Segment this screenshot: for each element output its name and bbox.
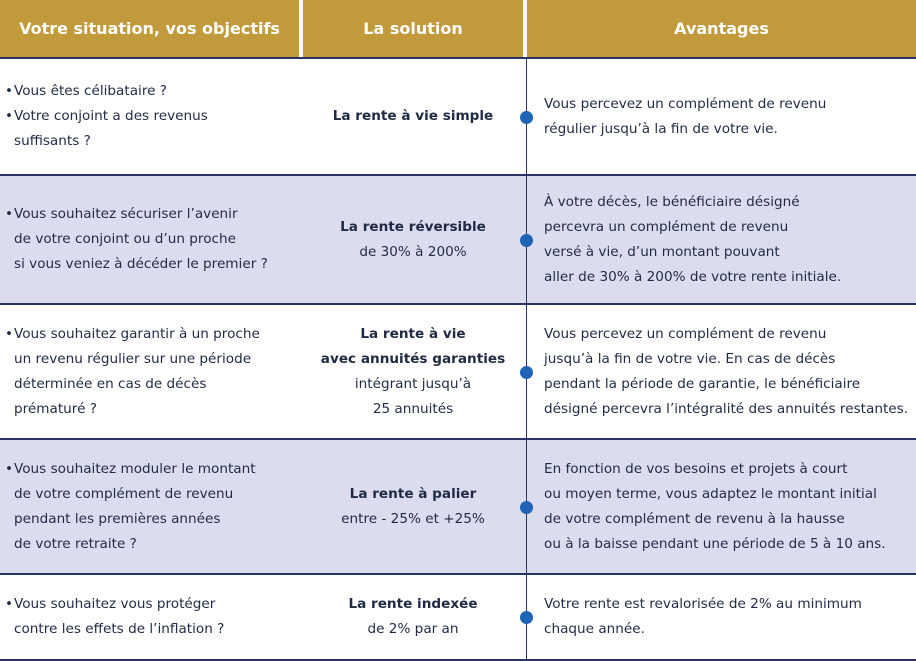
advantages-cell [532, 440, 916, 573]
bullet-icon: • [5, 596, 14, 612]
bullet-icon: • [5, 206, 14, 222]
situation-text: Votre conjoint a des revenus [14, 108, 208, 124]
bullet-icon: • [5, 325, 14, 342]
bullet-dot-icon [520, 111, 533, 124]
header-situation: Votre situation, vos objectifs [19, 19, 280, 38]
solution-title: La rente indexée [348, 596, 478, 612]
situation-text: Vous souhaitez moduler le montant [14, 460, 256, 477]
situation-text: Vous êtes célibataire ? [14, 83, 168, 99]
situation-cell [0, 59, 300, 174]
advantage-text: aller de 30% à 200% de votre rente initiale. [544, 268, 842, 285]
situation-line [5, 457, 300, 482]
table-row [0, 305, 916, 438]
situation-cell [0, 305, 300, 438]
advantages-cell [532, 176, 916, 303]
situation-line [5, 202, 300, 227]
solution-detail: de 2% par an [367, 621, 459, 637]
solution-title: avec annuités garanties [320, 350, 506, 367]
situation-text: prématuré ? [14, 400, 97, 417]
row-separator [0, 57, 916, 59]
solution-title: La rente réversible [340, 218, 486, 235]
advantage-text: À votre décès, le bénéficiaire désigné [544, 193, 800, 210]
advantages-cell [532, 575, 916, 659]
bullet-icon: • [5, 83, 14, 99]
solution-title: La rente à vie [360, 325, 466, 342]
situation-text: de votre conjoint ou d’un proche [14, 231, 236, 247]
advantage-text: Votre rente est revalorisée de 2% au minimum [544, 596, 862, 612]
table-row [0, 59, 916, 174]
solution-detail: de 30% à 200% [359, 243, 467, 260]
advantage-text: chaque année. [544, 621, 645, 637]
situation-text: de votre retraite ? [14, 535, 137, 552]
situation-text: de votre complément de revenu [14, 485, 234, 502]
header-solution: La solution [363, 19, 463, 38]
situation-line [5, 592, 300, 617]
bullet-dot-icon [520, 366, 533, 379]
table-row [0, 440, 916, 573]
solution-title: La rente à palier [349, 485, 477, 502]
advantages-cell [532, 59, 916, 174]
table-row [0, 176, 916, 303]
bullet-icon: • [5, 108, 14, 124]
advantage-text: Vous percevez un complément de revenu [544, 325, 827, 342]
advantage-text: versé à vie, d’un montant pouvant [544, 243, 780, 260]
advantage-text: pendant la période de garantie, le bénéficiaire [544, 375, 861, 392]
advantage-text: jusqu’à la fin de votre vie. En cas de décès [544, 350, 836, 367]
situation-text: pendant les premières années [14, 510, 221, 527]
solution-cell [300, 440, 526, 573]
bullet-icon: • [5, 460, 14, 477]
situation-cell [0, 575, 300, 659]
solution-detail: intégrant jusqu’à [354, 375, 472, 392]
bullet-dot-icon [520, 501, 533, 514]
situation-text: Vous souhaitez sécuriser l’avenir [14, 206, 238, 222]
solution-cell [300, 305, 526, 438]
situation-text: Vous souhaitez vous protéger [14, 596, 216, 612]
header-advantages: Avantages [674, 19, 769, 38]
situation-cell [0, 440, 300, 573]
solution-detail: 25 annuités [372, 400, 454, 417]
advantages-cell [532, 305, 916, 438]
solution-cell [300, 176, 526, 303]
situation-line [5, 322, 300, 347]
advantage-text: ou moyen terme, vous adaptez le montant initial [544, 485, 877, 502]
situation-text: Vous souhaitez garantir à un proche [14, 325, 260, 342]
bullet-dot-icon [520, 234, 533, 247]
advantage-text: de votre complément de revenu à la hausse [544, 510, 845, 527]
situation-line [5, 79, 300, 104]
situation-text: déterminée en cas de décès [14, 375, 207, 392]
advantage-text: percevra un complément de revenu [544, 218, 789, 235]
situation-line [5, 104, 300, 129]
bullet-dot-icon [520, 611, 533, 624]
solution-cell [300, 59, 526, 174]
advantage-text: En fonction de vos besoins et projets à court [544, 460, 848, 477]
situation-text: un revenu régulier sur une période [14, 350, 252, 367]
table-header [0, 0, 916, 57]
situation-text: si vous veniez à décéder le premier ? [14, 256, 268, 272]
table-row [0, 575, 916, 659]
situation-cell [0, 176, 300, 303]
advantage-text: Vous percevez un complément de revenu [544, 95, 827, 112]
situation-text: suffisants ? [14, 133, 91, 149]
advantage-text: désigné percevra l’intégralité des annuités restantes. [544, 400, 909, 417]
situation-text: contre les effets de l’inflation ? [14, 621, 225, 637]
advantage-text: ou à la baisse pendant une période de 5 à 10 ans. [544, 535, 886, 552]
solution-title: La rente à vie simple [332, 108, 494, 124]
solution-detail: entre - 25% et +25% [341, 510, 485, 527]
advantage-text: régulier jusqu’à la fin de votre vie. [544, 120, 778, 137]
solution-cell [300, 575, 526, 659]
